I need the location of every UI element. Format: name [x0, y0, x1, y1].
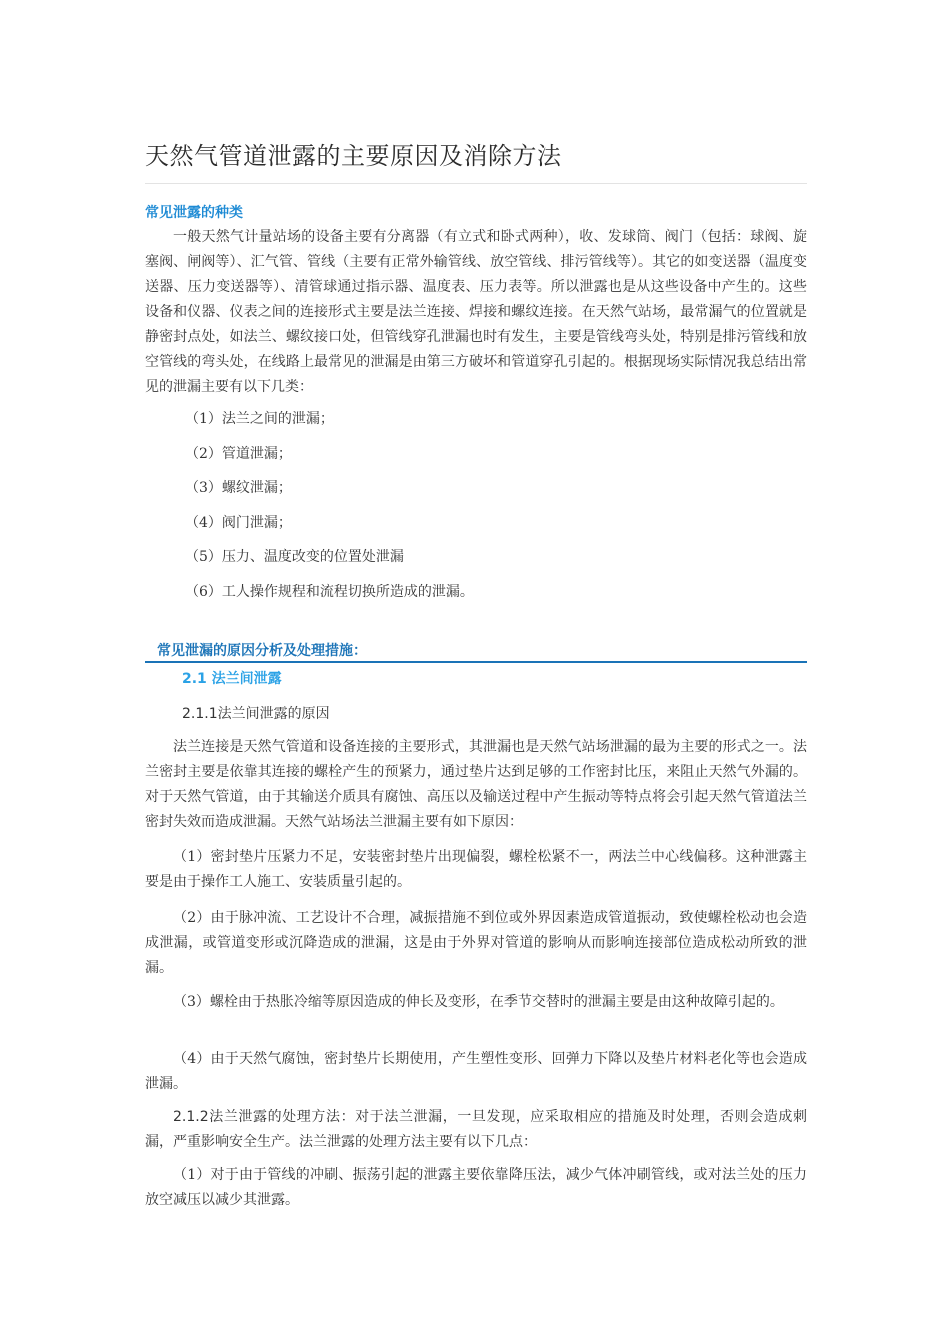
flange-intro-paragraph: 法兰连接是天然气管道和设备连接的主要形式，其泄漏也是天然气站场泄漏的最为主要的形式之一。法兰密封主要是依靠其连接的螺栓产生的预紧力，通过垫片达到足够的工作密封比压，来阻止天然气外漏的。对于天然气管道，由于其输送介质具有腐蚀、高压以及输送过程中产生振动等特点将会引起天然气管道法兰密封失效而造成泄漏。天然气站场法兰泄漏主要有如下原因： [145, 739, 807, 830]
list-item: （2）管道泄漏； [185, 445, 292, 462]
method-number: 2.1.2 [173, 1109, 209, 1125]
list-item: （6）工人操作规程和流程切换所造成的泄漏。 [185, 583, 474, 600]
leak-types-list [145, 408, 807, 615]
list-item: （1）法兰之间的泄漏； [185, 411, 334, 427]
reason-paragraph: （2）由于脉冲流、工艺设计不合理，减振措施不到位或外界因素造成管道振动，致使螺栓松动也会造成泄漏，或管道变形或沉降造成的泄漏，这是由于外界对管道的影响从而影响连接部位造成松动所致的泄漏。 [145, 910, 807, 976]
page-title: 天然气管道泄露的主要原因及消除方法 [145, 142, 562, 170]
section-heading-causes: 常见泄漏的原因分析及处理措施： [157, 643, 367, 659]
reason-paragraph: （1）密封垫片压紧力不足，安装密封垫片出现偏裂，螺栓松紧不一，两法兰中心线偏移。这种泄露主要是由于操作工人施工、安装质量引起的。 [145, 849, 807, 890]
list-item: （3）螺纹泄漏； [185, 480, 292, 496]
list-item: （5）压力、温度改变的位置处泄漏 [185, 549, 404, 565]
method-text: 法兰泄露的处理方法：对于法兰泄漏，一旦发现，应采取相应的措施及时处理，否则会造成刺漏，严重影响安全生产。法兰泄露的处理方法主要有以下几点： [145, 1109, 807, 1150]
method-paragraph: （1）对于由于管线的冲刷、振荡引起的泄露主要依靠降压法，减少气体冲刷管线，或对法兰处的压力放空减压以减少其泄露。 [145, 1167, 807, 1208]
subsection-heading-flange: 2.1 法兰间泄露 [182, 671, 282, 687]
list-item: （4）阀门泄漏； [185, 514, 292, 531]
reason-paragraph: （3）螺栓由于热胀冷缩等原因造成的伸长及变形，在季节交替时的泄漏主要是由这种故障引起的。 [173, 994, 784, 1010]
section2-divider [145, 661, 807, 663]
section1-intro-paragraph: 一般天然气计量站场的设备主要有分离器（有立式和卧式两种），收、发球筒、阀门（包括：球阀、旋塞阀、闸阀等）、汇气管、管线（主要有正常外输管线、放空管线、排污管线等）。其它的如变送器（温度变送器、压力变送器等）、清管球通过指示器、温度表、压力表等。所以泄露也是从这些设备中产生的。这些设备和仪器、仪表之间的连接形式主要是法兰连接、焊接和螺纹连接。在天然气站场，最常漏气的位置就是静密封点处，如法兰、螺纹接口处，但管线穿孔泄漏也时有发生，主要是管线弯头处，特别是排污管线和放空管线的弯头处，在线路上最常见的泄漏是由第三方破坏和管道穿孔引起的。根据现场实际情况我总结出常见的泄漏主要有以下几类： [145, 229, 807, 395]
section-heading-leak-types: 常见泄露的种类 [145, 205, 243, 221]
title-divider [145, 183, 807, 184]
reason-paragraph: （4）由于天然气腐蚀，密封垫片长期使用，产生塑性变形、回弹力下降以及垫片材料老化等也会造成泄漏。 [145, 1051, 807, 1092]
subsubsection-number: 2.1.1 [182, 706, 218, 722]
subsubsection-heading-causes [182, 703, 330, 723]
subsubsection-text: 法兰间泄露的原因 [217, 706, 330, 722]
method-paragraph [145, 1105, 807, 1155]
